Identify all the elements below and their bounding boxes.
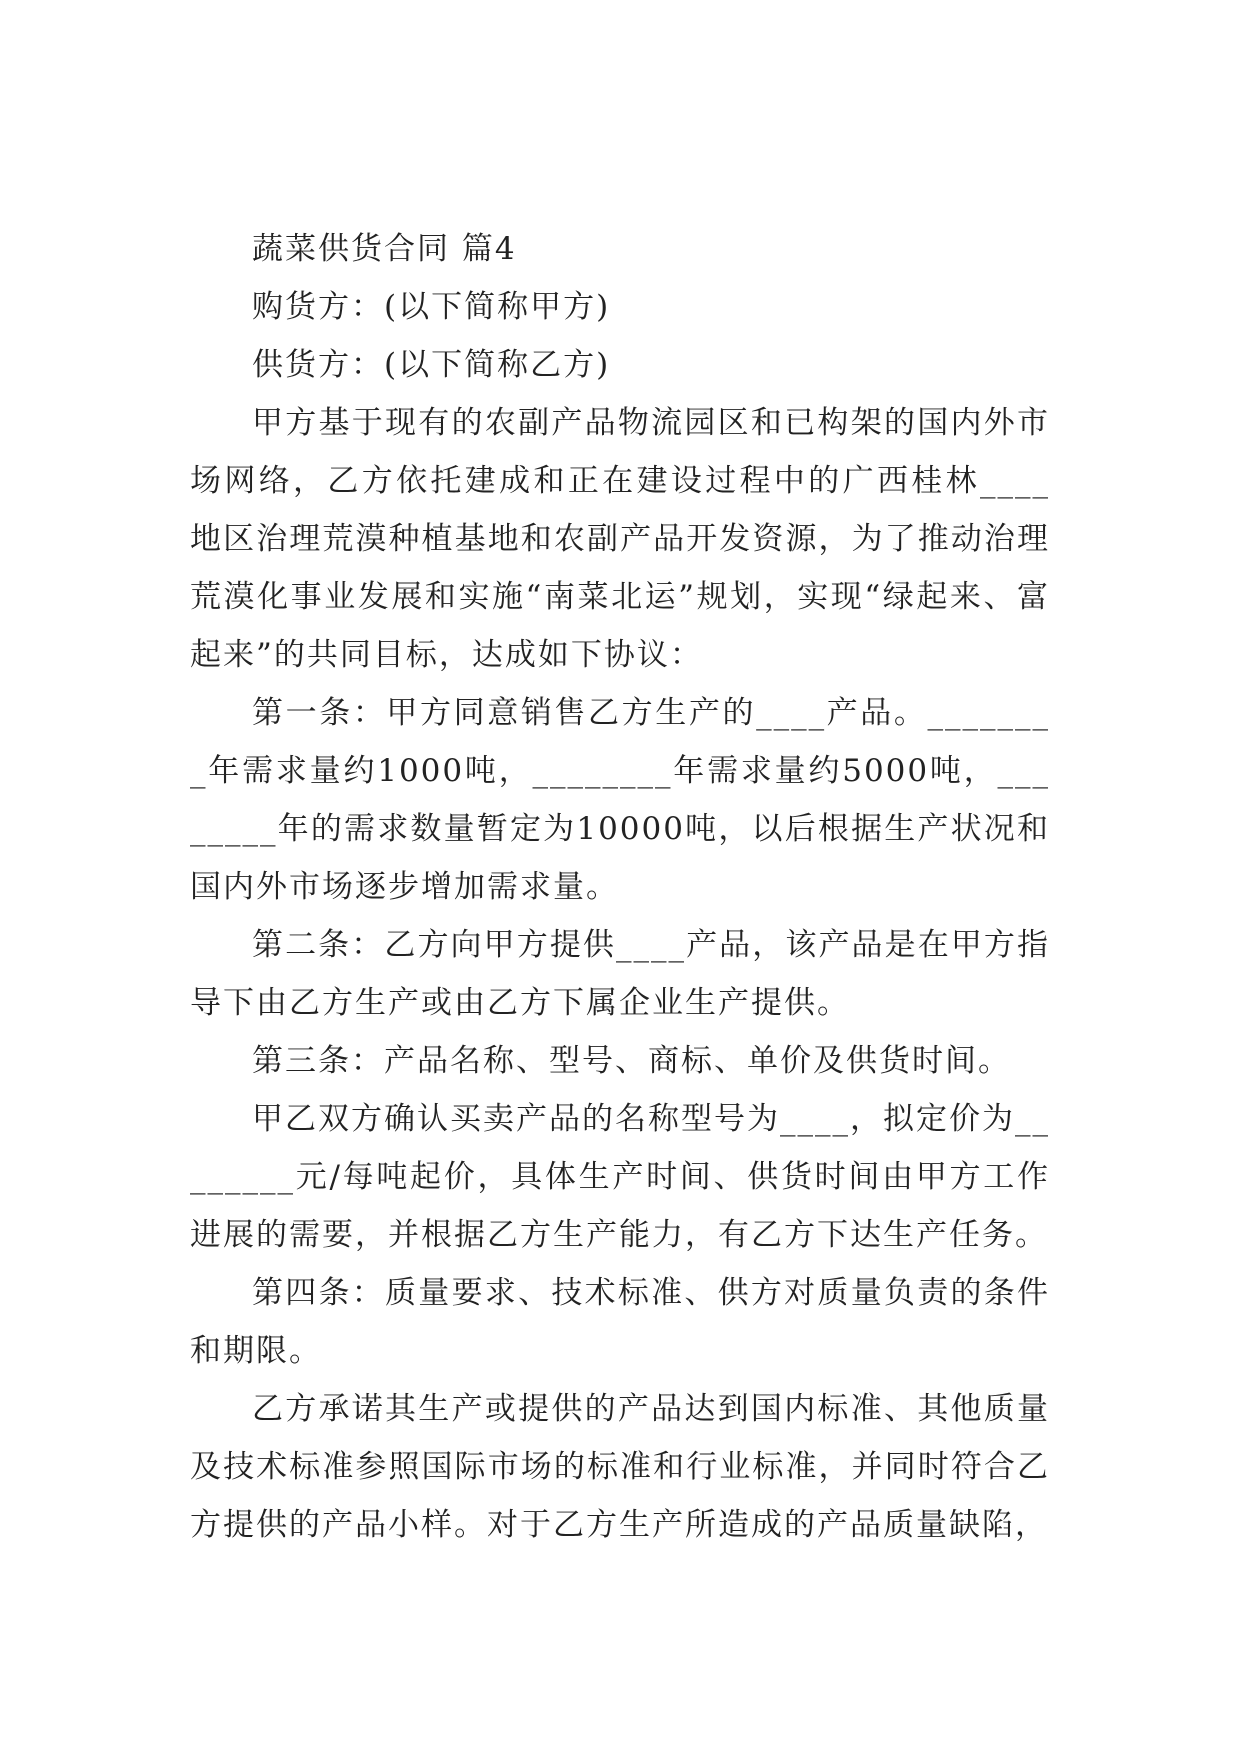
buyer-line: 购货方：(以下简称甲方) — [252, 289, 611, 325]
article-4-heading: 第四条：质量要求、技术标准、供方对质量负责的条件和期限。 — [190, 1275, 1050, 1369]
supplier-line: 供货方：(以下简称乙方) — [252, 347, 611, 383]
document-page — [190, 220, 1050, 1554]
preamble-paragraph: 甲方基于现有的农副产品物流园区和已构架的国内外市场网络，乙方依托建成和正在建设过程中的广西桂林____地区治理荒漠种植基地和农副产品开发资源，为了推动治理荒漠化事业发展和实施“南菜北运”规划，实现“绿起来、富起来”的共同目标，达成如下协议： — [190, 405, 1050, 673]
article-1-paragraph: 第一条：甲方同意销售乙方生产的____产品。________年需求量约1000吨，________年需求量约5000吨，________年的需求数量暂定为10000吨，以后根据生产状况和国内外市场逐步增加需求量。 — [190, 695, 1050, 905]
document-title: 蔬菜供货合同 篇4 — [252, 231, 517, 267]
article-3-paragraph: 甲乙双方确认买卖产品的名称型号为____，拟定价为________元/每吨起价，具体生产时间、供货时间由甲方工作进展的需要，并根据乙方生产能力，有乙方下达生产任务。 — [190, 1101, 1050, 1253]
article-2-paragraph: 第二条：乙方向甲方提供____产品，该产品是在甲方指导下由乙方生产或由乙方下属企业生产提供。 — [190, 927, 1050, 1021]
article-3-heading: 第三条：产品名称、型号、商标、单价及供货时间。 — [252, 1043, 1011, 1079]
article-4-paragraph: 乙方承诺其生产或提供的产品达到国内标准、其他质量及技术标准参照国际市场的标准和行业标准，并同时符合乙方提供的产品小样。对于乙方生产所造成的产品质量缺陷， — [190, 1391, 1050, 1543]
